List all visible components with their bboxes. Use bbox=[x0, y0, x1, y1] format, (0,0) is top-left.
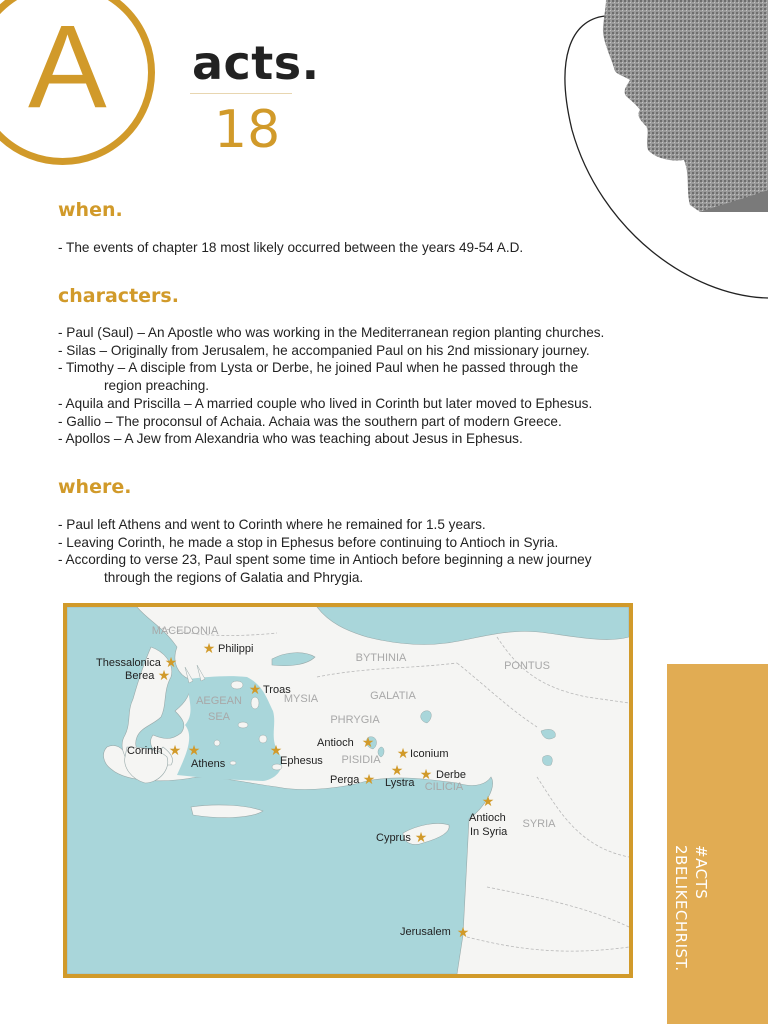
character-line-timothy: - Timothy – A disciple from Lysta or Derbe, he joined Paul when he passed through the bbox=[58, 360, 579, 376]
character-line-paul: - Paul (Saul) – An Apostle who was working in the Mediterranean region planting churches. bbox=[58, 325, 605, 340]
where-line-athens: - Paul left Athens and went to Corinth where he remained for 1.5 years. bbox=[58, 517, 486, 532]
city-iconium: Iconium bbox=[410, 748, 449, 760]
region-phrygia: PHRYGIA bbox=[330, 714, 380, 726]
book-title: acts. bbox=[192, 36, 320, 90]
character-line-gallio: - Gallio – The proconsul of Achaia. Achaia was the southern part of modern Greece. bbox=[58, 413, 562, 429]
where-line-antioch-cont: through the regions of Galatia and Phrygia. bbox=[104, 570, 364, 586]
star-icon: ★ bbox=[157, 667, 171, 683]
city-antioch-syria: Antioch bbox=[469, 812, 506, 824]
star-icon: ★ bbox=[390, 762, 404, 778]
character-line-aquila-priscilla: - Aquila and Priscilla – A married couple who lived in Corinth but later moved to Ephesus. bbox=[58, 395, 593, 411]
star-icon: ★ bbox=[396, 745, 410, 761]
when-text bbox=[58, 239, 648, 257]
city-berea: Berea bbox=[125, 670, 155, 682]
city-cyprus: Cyprus bbox=[376, 832, 411, 844]
where-line-ephesus: - Leaving Corinth, he made a stop in Ephesus before continuing to Antioch in Syria. bbox=[58, 534, 559, 550]
region-bythinia: BYTHINIA bbox=[355, 652, 407, 664]
region-pisidia: PISIDIA bbox=[341, 754, 381, 766]
city-troas: Troas bbox=[263, 684, 291, 696]
region-aegean: AEGEAN bbox=[196, 695, 242, 707]
when-heading: when. bbox=[58, 199, 123, 221]
region-macedonia: MACEDONIA bbox=[151, 625, 219, 637]
city-athens: Athens bbox=[191, 758, 226, 770]
star-icon: ★ bbox=[414, 829, 428, 845]
star-icon: ★ bbox=[456, 924, 470, 940]
star-icon: ★ bbox=[248, 681, 262, 697]
star-icon: ★ bbox=[362, 771, 376, 787]
journey-map bbox=[63, 603, 633, 978]
city-antioch-pisidia: Antioch bbox=[317, 737, 354, 749]
star-icon: ★ bbox=[164, 654, 178, 670]
city-thessalonica: Thessalonica bbox=[96, 657, 161, 669]
when-line: - The events of chapter 18 most likely occurred between the years 49-54 A.D. bbox=[58, 240, 524, 255]
logo-letter: A bbox=[28, 1, 107, 133]
region-cilicia: CILICIA bbox=[424, 781, 464, 793]
tagline: 2BELIKECHRIST. bbox=[672, 845, 690, 972]
region-galatia: GALATIA bbox=[370, 690, 416, 702]
city-corinth: Corinth bbox=[127, 745, 163, 757]
star-icon: ★ bbox=[481, 793, 495, 809]
map-graphic bbox=[67, 607, 629, 974]
characters-heading: characters. bbox=[58, 285, 179, 307]
city-jerusalem: Jerusalem bbox=[400, 926, 451, 938]
star-icon: ★ bbox=[187, 742, 201, 758]
region-mysia: MYSIA bbox=[283, 693, 319, 705]
where-text bbox=[58, 516, 648, 587]
title-divider bbox=[190, 93, 292, 94]
star-icon: ★ bbox=[419, 766, 433, 782]
star-icon: ★ bbox=[269, 742, 283, 758]
star-icon: ★ bbox=[168, 742, 182, 758]
chapter-number: 18 bbox=[214, 100, 281, 160]
character-line-apollos: - Apollos – A Jew from Alexandria who was teaching about Jesus in Ephesus. bbox=[58, 431, 523, 447]
star-icon: ★ bbox=[361, 734, 375, 750]
region-pontus: PONTUS bbox=[504, 660, 550, 672]
city-philippi: Philippi bbox=[218, 643, 254, 655]
characters-text bbox=[58, 324, 648, 448]
city-derbe: Derbe bbox=[436, 769, 466, 781]
hashtag: #ACTS bbox=[692, 845, 710, 900]
city-antioch-syria-line2: In Syria bbox=[470, 826, 508, 838]
side-tab-text bbox=[672, 845, 748, 995]
city-ephesus: Ephesus bbox=[280, 755, 323, 767]
city-lystra: Lystra bbox=[385, 777, 415, 789]
city-perga: Perga bbox=[330, 774, 360, 786]
region-syria: SYRIA bbox=[522, 818, 556, 830]
region-sea: SEA bbox=[207, 711, 231, 723]
character-line-timothy-cont: region preaching. bbox=[104, 378, 210, 394]
where-line-antioch: - According to verse 23, Paul spent some time in Antioch before beginning a new journey bbox=[58, 552, 592, 568]
where-heading: where. bbox=[58, 476, 132, 498]
star-icon: ★ bbox=[202, 640, 216, 656]
character-line-silas: - Silas – Originally from Jerusalem, he accompanied Paul on his 2nd missionary journey. bbox=[58, 342, 590, 358]
